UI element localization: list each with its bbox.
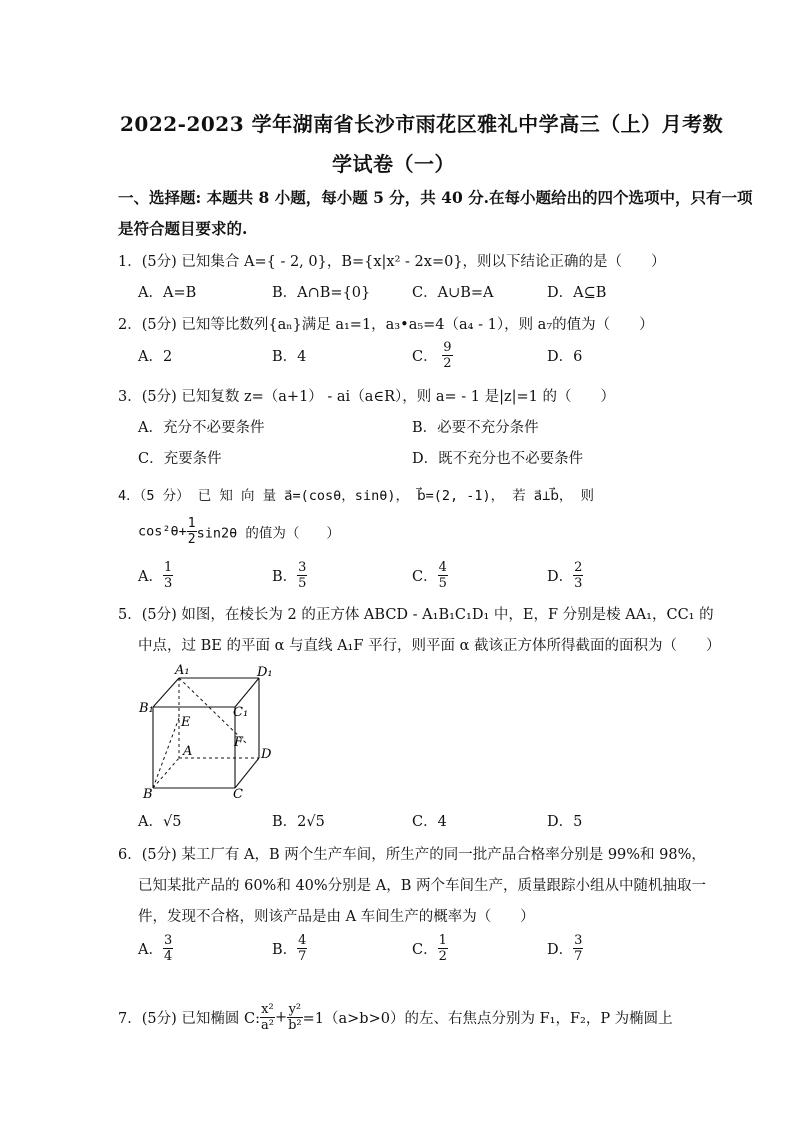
option-fraction — [438, 933, 448, 964]
numerator: y² — [288, 1002, 302, 1017]
option-label: B． — [272, 569, 298, 585]
q3-option-d[interactable]: D．既不充分也不必要条件 — [412, 451, 584, 467]
q4-expr-post: sin2θ 的值为（ ） — [196, 525, 340, 542]
q6-option-a[interactable] — [138, 933, 173, 964]
edge-ba-hidden — [153, 758, 179, 788]
q2-option-c-fraction — [442, 340, 452, 371]
q6-option-c[interactable] — [412, 933, 448, 964]
q1-option-a[interactable]: A．A=B — [138, 285, 197, 301]
label-b1: B₁ — [139, 701, 154, 716]
denominator: 7 — [298, 949, 307, 964]
numerator: 1 — [438, 933, 447, 948]
edge-b1a1 — [153, 678, 179, 707]
denominator: 3 — [574, 576, 583, 591]
q7-plus: + — [274, 1009, 288, 1026]
option-label: A． — [138, 569, 163, 585]
q4-expr-fraction — [187, 516, 197, 547]
q2-option-a[interactable]: A．2 — [138, 349, 173, 365]
denominator: b² — [288, 1018, 302, 1033]
option-fraction — [438, 560, 448, 591]
question-1-text: 1．(5分) 已知集合 A={ - 2, 0}，B={x|x² - 2x=0}，则以下结论正确的是（ ） — [118, 254, 666, 270]
question-6-line-2: 已知某批产品的 60%和 40%分别是 A，B 两个车间生产，质量跟踪小组从中随机抽取一 — [138, 878, 707, 894]
denominator: 2 — [187, 532, 196, 547]
numerator: 1 — [163, 560, 173, 575]
label-d: D — [261, 747, 272, 762]
question-6-line-3: 件，发现不合格，则该产品是由 A 车间生产的概率为（ ） — [138, 909, 535, 925]
section-header-line-2: 是符合题目要求的. — [118, 219, 248, 238]
denominator: 2 — [438, 949, 447, 964]
denominator: a² — [260, 1018, 274, 1033]
numerator: 4 — [298, 933, 307, 948]
numerator: 3 — [574, 933, 583, 948]
cube-figure — [135, 660, 285, 802]
denominator: 7 — [574, 949, 583, 964]
option-label: C． — [412, 569, 438, 585]
numerator: x² — [261, 1002, 274, 1017]
option-fraction — [573, 560, 583, 591]
numerator: 1 — [187, 516, 196, 531]
option-label: D． — [547, 942, 574, 958]
title-line-2: 学试卷（一） — [332, 152, 455, 176]
label-e: E — [181, 715, 191, 730]
numerator: 2 — [574, 560, 583, 575]
denominator: 5 — [438, 576, 447, 591]
q5-option-b[interactable]: B．2√5 — [272, 814, 325, 830]
segment-be — [153, 718, 179, 788]
label-b: B — [143, 787, 153, 802]
numerator: 3 — [298, 560, 307, 575]
denominator: 2 — [443, 356, 452, 371]
q5-option-c[interactable]: C．4 — [412, 814, 447, 830]
q4-option-b[interactable] — [272, 560, 307, 591]
question-4-line-2 — [138, 516, 340, 547]
label-c1: C₁ — [233, 705, 249, 720]
option-fraction — [573, 933, 583, 964]
option-fraction — [163, 560, 173, 591]
q2-option-d[interactable]: D．6 — [547, 349, 583, 365]
q4-expr-pre: cos²θ+ — [138, 523, 187, 540]
question-5-line-2: 中点，过 BE 的平面 α 与直线 A₁F 平行，则平面 α 截该正方体所得截面的面积为（ ） — [138, 638, 721, 654]
denominator: 4 — [163, 949, 173, 964]
q3-option-b[interactable]: B．必要不充分条件 — [412, 420, 539, 436]
edge-c1d1 — [235, 678, 259, 707]
q7-text-pre: 7．(5分) 已知椭圆 C: — [118, 1011, 260, 1027]
q6-option-b[interactable] — [272, 933, 307, 964]
question-5-line-1: 5．(5分) 如图，在棱长为 2 的正方体 ABCD - A₁B₁C₁D₁ 中，E，F 分别是棱 AA₁，CC₁ 的 — [118, 607, 714, 623]
section-header-line-1: 一、选择题: 本题共 8 小题，每小题 5 分，共 40 分.在每小题给出的四个选项中，只有一项 — [118, 188, 753, 207]
question-3-text: 3．(5分) 已知复数 z=（a+1） - ai（a∈R），则 a= - 1 是|z|=1 的（ ） — [118, 389, 615, 405]
q2-option-c[interactable] — [412, 340, 453, 371]
q2-option-b[interactable]: B．4 — [272, 349, 307, 365]
label-f: F — [234, 735, 244, 750]
q1-option-b[interactable]: B．A∩B={0} — [272, 285, 371, 301]
option-label: C． — [412, 942, 438, 958]
q5-option-d[interactable]: D．5 — [547, 814, 583, 830]
q3-option-c[interactable]: C．充要条件 — [138, 451, 222, 467]
option-label: A． — [138, 942, 163, 958]
denominator: 5 — [298, 576, 307, 591]
q5-option-a[interactable]: A．√5 — [138, 814, 182, 830]
question-6-line-1: 6．(5分) 某工厂有 A，B 两个生产车间，所生产的同一批产品合格率分别是 99%和 98%， — [118, 847, 706, 863]
label-a: A — [183, 744, 193, 759]
option-label: D． — [547, 569, 574, 585]
q1-option-d[interactable]: D．A⊆B — [547, 285, 607, 301]
q4-option-d[interactable] — [547, 560, 583, 591]
label-d1: D₁ — [257, 665, 273, 680]
label-c: C — [233, 787, 243, 802]
numerator: 4 — [438, 560, 447, 575]
edge-cd — [235, 758, 259, 788]
q2-option-c-label: C． — [412, 349, 438, 365]
q4-option-a[interactable] — [138, 560, 173, 591]
question-2-text: 2．(5分) 已知等比数列{aₙ}满足 a₁=1，a₃•a₅=4（a₄ - 1），则 a₇的值为（ ） — [118, 317, 654, 333]
title-line-1: 2022-2023 学年湖南省长沙市雨花区雅礼中学高三（上）月考数 — [120, 112, 724, 136]
option-fraction — [297, 933, 307, 964]
q1-option-c[interactable]: C．A∪B=A — [412, 285, 494, 301]
q7-fraction-x — [260, 1002, 275, 1033]
option-fraction — [163, 933, 173, 964]
numerator: 3 — [163, 933, 173, 948]
q3-option-a[interactable]: A．充分不必要条件 — [138, 420, 265, 436]
label-a1: A₁ — [175, 663, 190, 678]
question-7-line-1 — [118, 1002, 673, 1033]
q6-option-d[interactable] — [547, 933, 583, 964]
q7-text-post: =1（a>b>0）的左、右焦点分别为 F₁，F₂，P 为椭圆上 — [302, 1011, 673, 1027]
question-4-line-1: 4．（5 分） 已 知 向 量 a⃗=(cosθ，sinθ)， b⃗=(2, -1)， 若 a⃗⊥b⃗， 则 — [118, 488, 595, 504]
option-label: B． — [272, 942, 298, 958]
q7-fraction-y — [287, 1002, 303, 1033]
option-fraction — [297, 560, 307, 591]
denominator: 3 — [163, 576, 173, 591]
q4-option-c[interactable] — [412, 560, 448, 591]
numerator: 9 — [443, 340, 452, 355]
